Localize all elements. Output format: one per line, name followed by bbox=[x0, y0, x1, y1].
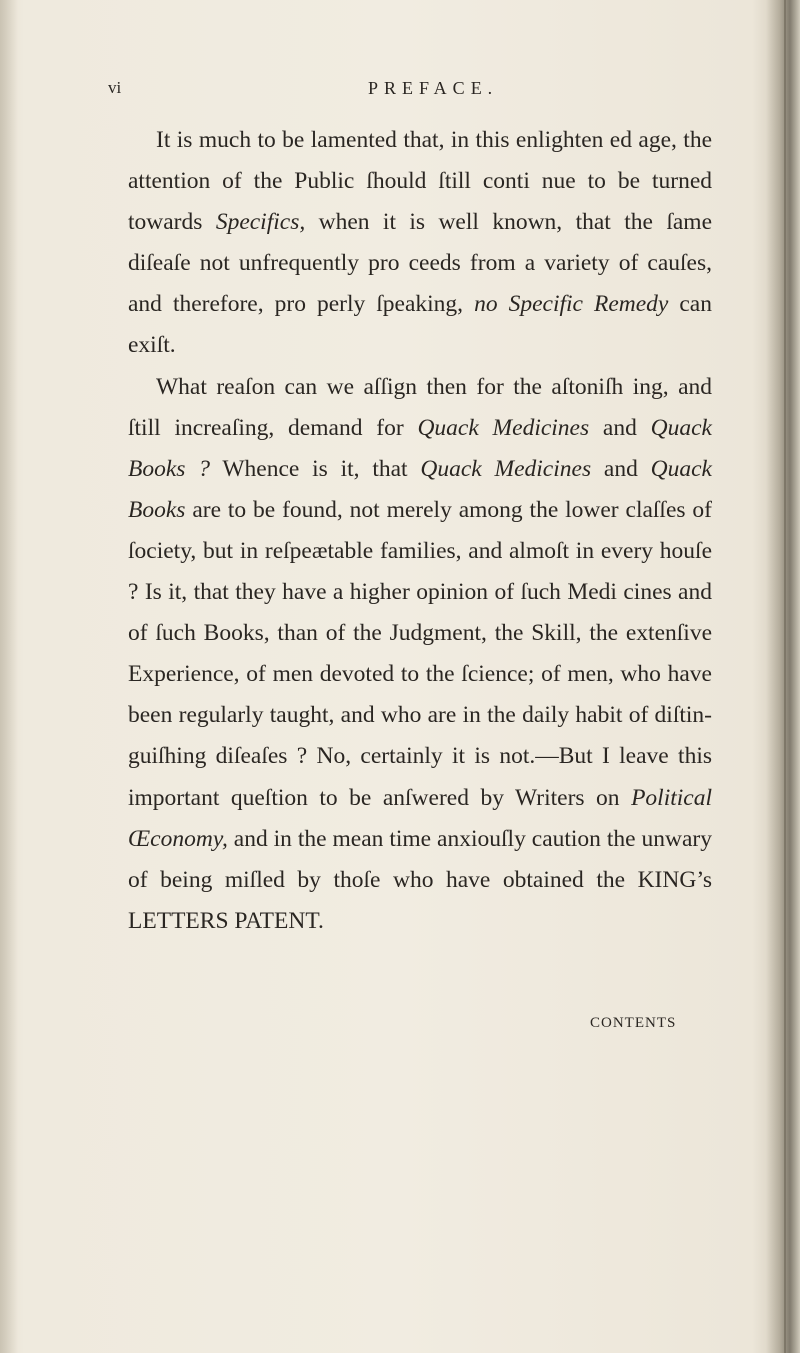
paragraph-2 bbox=[128, 367, 712, 942]
italic-segment: Quack Medicines bbox=[417, 414, 590, 441]
text-segment: Whence is it, that bbox=[209, 455, 421, 482]
italic-segment: Quack Medicines bbox=[420, 455, 592, 482]
paragraph-1 bbox=[128, 120, 712, 367]
page-number: vi bbox=[108, 78, 122, 97]
page-edge-shadow bbox=[766, 0, 800, 1353]
text-segment: and bbox=[591, 455, 651, 482]
binding-edge bbox=[784, 0, 786, 1353]
italic-segment: no Specific Remedy bbox=[474, 291, 669, 318]
catchword: CONTENTS bbox=[590, 1015, 677, 1031]
text-segment: What reaſon can we aſſign then for the aſtoniſh ing, and ſtill increaſing, demand for bbox=[128, 373, 712, 441]
text-segment: and in the mean time anxiouſly caution the unwary of being miſled by thoſe who have obtained the KING’s LETTERS PATENT. bbox=[128, 825, 712, 934]
text-segment: can exiſt. bbox=[128, 291, 712, 359]
text-segment: are to be found, not merely among the lower claſſes of ſociety, but in reſpeætable families, and almoſt in every houſe ? Is it, that they have a higher opinion of ſuch Medi cines and of ſuch Books, than of the Judgment, the Skill, the extenſive Experience, of men devoted to the ſcience; of men, who have been regularly taught, and who are in the daily habit of diſtin guiſhing diſeaſes ? No, certainly it is not.—But I leave this important queſtion to be anſwered by Writers on bbox=[128, 496, 712, 811]
italic-segment: Political Œconomy, bbox=[128, 784, 712, 852]
running-head: PREFACE. bbox=[368, 78, 499, 98]
text-segment: when it is well known, that the ſame diſeaſe not unfrequently pro ceeds from a variety of cauſes, and therefore, pro perly ſpeaking, bbox=[128, 209, 712, 318]
italic-segment: Quack Books ? bbox=[128, 414, 712, 482]
text-segment: It is much to be lamented that, in this enlighten ed age, the attention of the Public ſhould ſtill conti nue to be turned towards bbox=[128, 127, 712, 236]
italic-segment: Specifics, bbox=[215, 209, 306, 236]
text-segment: and bbox=[589, 414, 651, 441]
italic-segment: Quack Books bbox=[128, 455, 712, 523]
preface-body bbox=[128, 120, 712, 942]
page-gutter-shadow bbox=[0, 0, 18, 1353]
